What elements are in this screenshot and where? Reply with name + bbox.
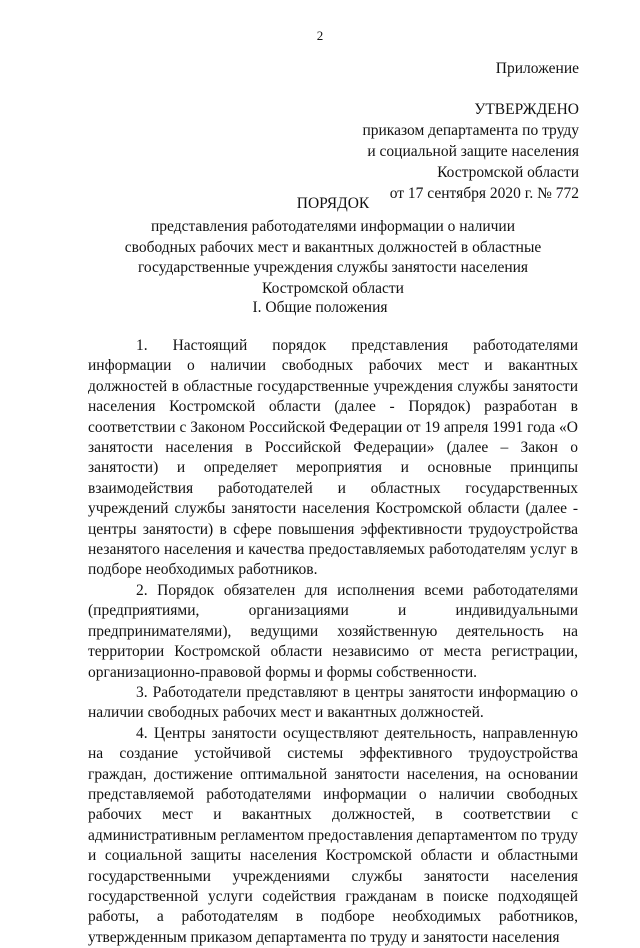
annex-label: Приложение bbox=[495, 60, 579, 77]
approval-line: приказом департамента по труду bbox=[362, 122, 579, 139]
approval-line: от 17 сентября 2020 г. № 772 bbox=[389, 185, 579, 202]
paragraph-3: 3. Работодатели представляют в центры занятости информацию о наличии свободных рабочих мест и вакантных должностей. bbox=[88, 683, 578, 722]
approval-stamp bbox=[362, 99, 579, 204]
paragraph-4: 4. Центры занятости осуществляют деятельность, направленную на создание устойчивой системы эффективного трудоустройства граждан, достижение оптимальной занятости населения, на основании представляемой работодателями информации о наличии свободных рабочих мест и вакантных должностей, в соответствии с административным регламентом предоставления департаментом по труду и социальной защиты населения Костромской области и областными государственными учреждениями службы занятости населения государственной услуги содействия гражданам в поиске подходящей работы, а работодателям в подборе необходимых работников, утвержденным приказом департамента по труду и занятости населения bbox=[88, 724, 578, 946]
document-body bbox=[88, 336, 578, 948]
section-heading: I. Общие положения bbox=[252, 299, 388, 316]
subtitle-line: Костромской области bbox=[262, 279, 404, 297]
subtitle-line: свободных рабочих мест и вакантных должностей в областные bbox=[124, 238, 542, 256]
paragraph-1: 1. Настоящий порядок представления работодателями информации о наличии свободных рабочих мест и вакантных должностей в областные государственные учреждения службы занятости населения Костромской области (далее - Порядок) разработан в соответствии с Законом Российской Федерации от 19 апреля 1991 года «О занятости населения в Российской Федерации» (далее – Закон о занятости) и определяет мероприятия и основные принципы взаимодействия работодателей и областных государственных учреждений службы занятости населения Костромской области (далее - центры занятости) в сфере повышения эффективности трудоустройства незанятого населения и качества предоставляемых работодателям услуг в подборе необходимых работников. bbox=[88, 337, 578, 579]
document-title: ПОРЯДОК bbox=[296, 195, 370, 212]
approval-line: и социальной защите населения bbox=[367, 143, 579, 160]
approval-heading: УТВЕРЖДЕНО bbox=[474, 101, 579, 118]
page-number: 2 bbox=[316, 28, 324, 43]
subtitle-line: государственные учреждения службы занятости населения bbox=[137, 259, 529, 276]
document-subtitle bbox=[95, 217, 571, 299]
approval-line: Костромской области bbox=[437, 164, 579, 181]
paragraph-2: 2. Порядок обязателен для исполнения всеми работодателями (предприятиями, организациями и индивидуальными предпринимателями), ведущими хозяйственную деятельность на территории Костромской области независимо от места регистрации, организационно-правовой формы и формы собственности. bbox=[88, 581, 578, 681]
subtitle-line: представления работодателями информации о наличии bbox=[150, 218, 516, 235]
